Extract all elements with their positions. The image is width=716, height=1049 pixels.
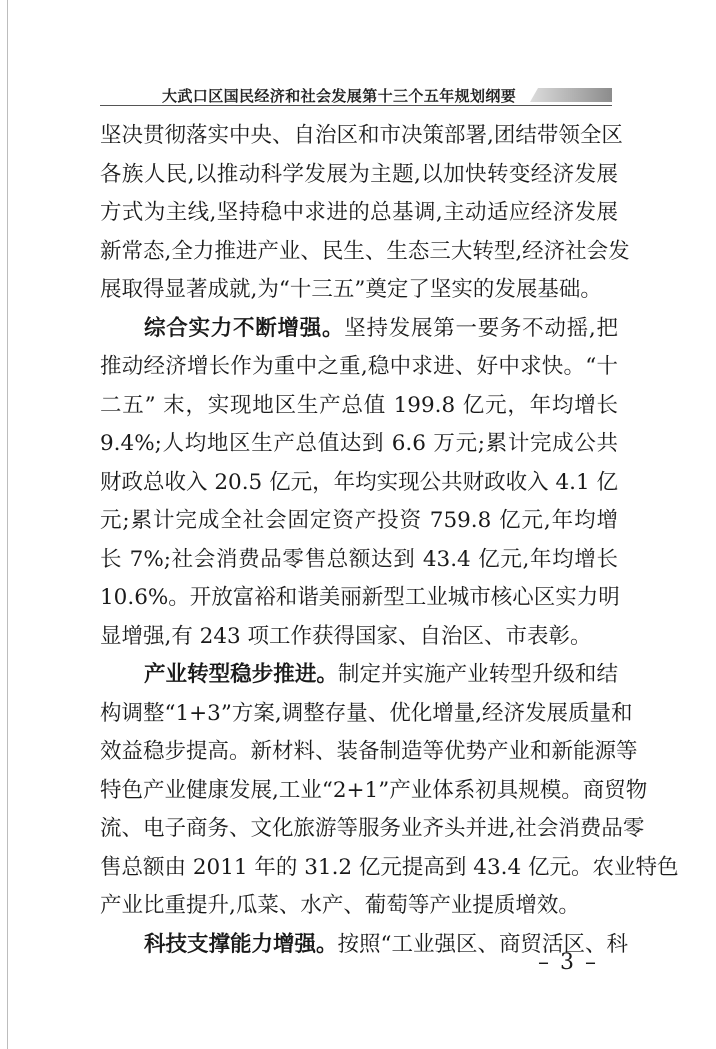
body-text — [100, 117, 679, 964]
text-line: 元;累计完成全社会固定资产投资 759.8 亿元,年均增 — [100, 508, 618, 533]
paragraph-heading: 科技支撑能力增强。 — [144, 931, 338, 957]
text-line: 展取得显著成就,为“十三五”奠定了坚实的发展基础。 — [100, 277, 602, 302]
header-title: 大武口区国民经济和社会发展第十三个五年规划纲要 — [162, 87, 517, 105]
text-line: 流、电子商务、文化旅游等服务业齐头并进,社会消费品零 — [100, 816, 645, 841]
text-line: 财政总收入 20.5 亿元，年均实现公共财政收入 4.1 亿 — [100, 469, 618, 495]
running-header — [100, 83, 612, 105]
text-run: 按照“工业强区、商贸活区、科 — [337, 931, 629, 957]
text-line: 长 7%;社会消费品零售总额达到 43.4 亿元,年均增长 — [100, 546, 618, 572]
text-run: 制定并实施产业转型升级和结 — [337, 662, 618, 687]
text-line: 坚决贯彻落实中央、自治区和市决策部署,团结带领全区 — [100, 123, 623, 148]
text-line: 二五” 末，实现地区生产总值 199.8 亿元，年均增长 — [100, 392, 618, 418]
text-line: 售总额由 2011 年的 31.2 亿元提高到 43.4 亿元。农业特色 — [100, 854, 679, 880]
text-line: 显增强,有 243 项工作获得国家、自治区、市表彰。 — [100, 623, 592, 649]
page-number: – 3 – — [538, 950, 598, 975]
text-line: 10.6%。开放富裕和谐美丽新型工业城市核心区实力明 — [100, 585, 620, 610]
text-line: 产业比重提升,瓜菜、水产、葡萄等产业提质增效。 — [100, 893, 580, 918]
text-line: 特色产业健康发展,工业“2+1”产业体系初具规模。商贸物 — [100, 777, 648, 803]
text-line: 方式为主线,坚持稳中求进的总基调,主动适应经济发展 — [100, 200, 618, 225]
paragraph-heading: 产业转型稳步推进。 — [144, 662, 338, 687]
header-rule — [100, 105, 612, 106]
paragraph-first-line — [100, 656, 618, 695]
text-line: 效益稳步提高。新材料、装备制造等优势产业和新能源等 — [100, 739, 638, 764]
text-run: 坚持发展第一要务不动摇,把 — [344, 315, 618, 341]
text-line: 构调整“1+3”方案,调整存量、优化增量,经济发展质量和 — [100, 700, 633, 726]
paragraph-heading: 综合实力不断增强。 — [144, 315, 345, 341]
text-line: 9.4%;人均地区生产总值达到 6.6 万元;累计完成公共 — [100, 431, 618, 456]
text-line: 推动经济增长作为重中之重,稳中求进、好中求快。“十 — [100, 354, 618, 379]
paragraph-first-line — [100, 310, 618, 349]
header-decorative-band — [530, 88, 612, 102]
text-line: 各族人民,以推动科学发展为主题,以加快转变经济发展 — [100, 161, 618, 187]
text-line: 新常态,全力推进产业、民生、生态三大转型,经济社会发 — [100, 238, 630, 264]
page-edge-line — [7, 0, 8, 1049]
